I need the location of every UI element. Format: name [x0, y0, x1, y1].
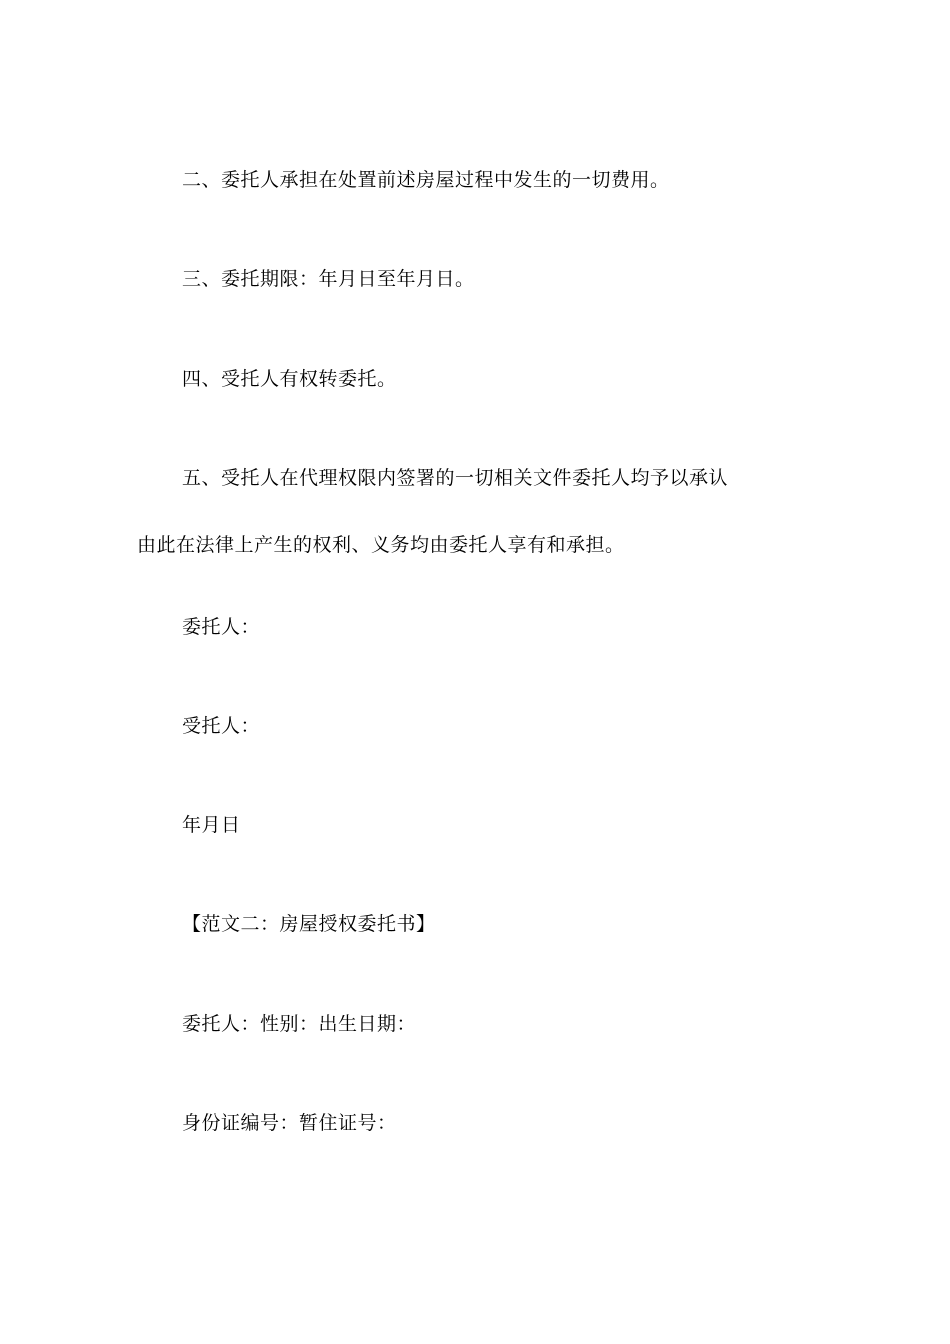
paragraph-item-2: 二、委托人承担在处置前述房屋过程中发生的一切费用。: [182, 169, 670, 191]
id-info-line: 身份证编号：暂住证号：: [182, 1112, 397, 1134]
principal-signature-label: 委托人：: [182, 616, 261, 638]
paragraph-item-5: 五、受托人在代理权限内签署的一切相关文件委托人均予以承认: [182, 467, 729, 489]
paragraph-item-4: 四、受托人有权转委托。: [182, 368, 397, 390]
section-heading: 【范文二：房屋授权委托书】: [182, 913, 436, 935]
paragraph-item-5-continuation: 由此在法律上产生的权利、义务均由委托人享有和承担。: [137, 534, 625, 556]
principal-info-line: 委托人：性别：出生日期：: [182, 1013, 417, 1035]
paragraph-item-3: 三、委托期限：年月日至年月日。: [182, 268, 475, 290]
agent-signature-label: 受托人：: [182, 715, 261, 737]
date-line: 年月日: [182, 814, 241, 836]
